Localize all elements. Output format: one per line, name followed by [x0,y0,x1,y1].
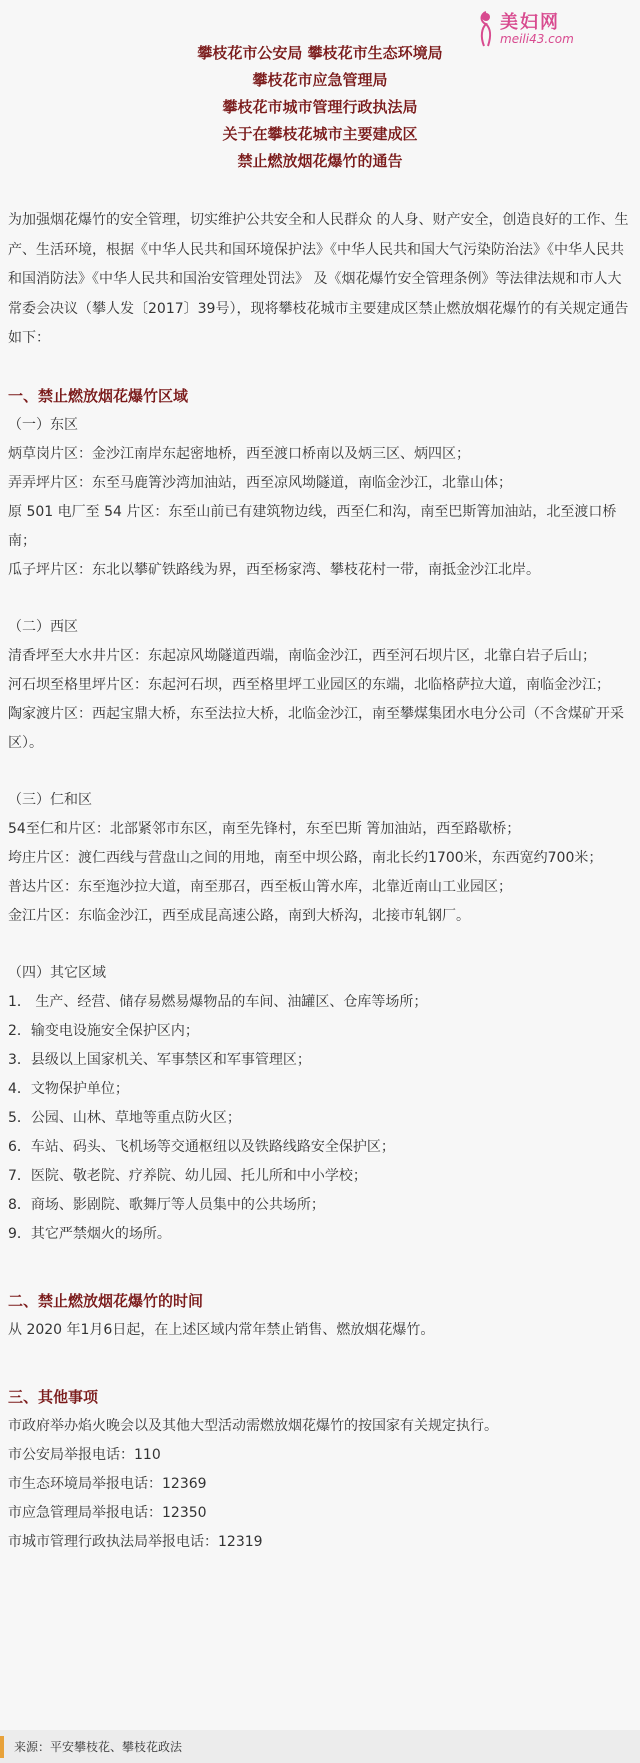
list-item: 1． 生产、经营、储存易燃易爆物品的车间、油罐区、仓库等场所； [8,993,428,1010]
list-item: 金江片区：东临金沙江，西至成昆高速公路，南到大桥沟，北接市轧钢厂。 [8,907,470,924]
list-item: 垮庄片区：渡仁西线与营盘山之间的用地，南至中坝公路，南北长约1700米，东西宽约700米； [8,849,603,866]
title-line: 攀枝花市公安局 攀枝花市生态环境局 [197,44,443,62]
subsection-label: （二）西区 [8,618,78,635]
list-item: 炳草岗片区：金沙江南岸东起密地桥，西至渡口桥南以及炳三区、炳四区； [8,445,470,462]
list-item: 清香坪至大水井片区：东起凉风坳隧道西端，南临金沙江，西至河石坝片区，北靠白岩子后山； [8,647,596,664]
logo-url: meili43.com [500,32,574,46]
paragraph: 市政府举办焰火晚会以及其他大型活动需燃放烟花爆竹的按国家有关规定执行。 [8,1417,498,1434]
hotline: 市生态环境局举报电话：12369 [8,1475,207,1492]
list-item: 3．县级以上国家机关、军事禁区和军事管理区； [8,1051,311,1068]
section-heading: 三、其他事项 [8,1387,99,1406]
hotline: 市公安局举报电话：110 [8,1446,161,1463]
paragraph: 从 2020 年1月6日起，在上述区域内常年禁止销售、燃放烟花爆竹。 [8,1321,435,1338]
list-item: 弄弄坪片区：东至马鹿箐沙湾加油站，西至凉风坳隧道，南临金沙江，北靠山体； [8,474,512,491]
hotline: 市城市管理行政执法局举报电话：12319 [8,1533,263,1550]
source-accent [0,1736,4,1758]
list-item: 2．输变电设施安全保护区内； [8,1022,199,1039]
title-line: 禁止燃放烟花爆竹的通告 [237,152,403,170]
intro-paragraph: 为加强烟花爆竹的安全管理，切实维护公共安全和人民群众 的人身、财产安全，创造良好的工作、生产、生活环境，根据《中华人民共和国环境保护法》《中华人民共和国大气污染防治法》《中华人民共和国消防法》《中华人民共和国治安管理处罚法》 及《烟花爆竹安全管理条例》等法律法规和市人大常委会决议（攀人发〔2017〕39号），现将攀枝花城市主要建成区禁止燃放烟花爆竹的有关规定通告如下： [8,212,629,346]
list-item: 原 501 电厂至 54 片区：东至山前已有建筑物边线，西至仁和沟，南至巴斯箐加油站，北至渡口桥南； [8,503,617,549]
subsection-label: （三）仁和区 [8,791,92,808]
list-item: 瓜子坪片区：东北以攀矿铁路线为界，西至杨家湾、攀枝花村一带，南抵金沙江北岸。 [8,561,540,578]
list-item: 陶家渡片区：西起宝鼎大桥，东至法拉大桥，北临金沙江，南至攀煤集团水电分公司（不含煤矿开采区）。 [8,705,624,751]
logo-name: 美妇网 [500,12,560,33]
list-item: 普达片区：东至迤沙拉大道，南至那召，西至板山箐水库，北靠近南山工业园区； [8,878,512,895]
article-body [8,206,630,1557]
hotline: 市应急管理局举报电话：12350 [8,1504,207,1521]
list-item: 54至仁和片区：北部紧邻市东区，南至先锋村，东至巴斯 箐加油站，西至路歇桥； [8,820,521,837]
list-item: 7．医院、敬老院、疗养院、幼儿园、托儿所和中小学校； [8,1167,367,1184]
subsection-label: （四）其它区域 [8,964,106,981]
section-heading: 一、禁止燃放烟花爆竹区域 [8,386,189,405]
title-line: 攀枝花市城市管理行政执法局 [222,98,418,116]
source-bar [0,1730,640,1763]
list-item: 8．商场、影剧院、歌舞厅等人员集中的公共场所； [8,1196,325,1213]
list-item: 河石坝至格里坪片区：东起河石坝，西至格里坪工业园区的东端，北临格萨拉大道，南临金沙江； [8,676,610,693]
source-text: 来源：平安攀枝花、攀枝花政法 [14,1740,183,1754]
subsection-label: （一）东区 [8,416,78,433]
list-item: 9．其它严禁烟火的场所。 [8,1225,171,1242]
list-item: 4．文物保护单位； [8,1080,129,1097]
notice-title [0,40,640,175]
list-item: 6．车站、码头、飞机场等交通枢纽以及铁路线路安全保护区； [8,1138,395,1155]
section-heading: 二、禁止燃放烟花爆竹的时间 [8,1291,204,1310]
list-item: 5．公园、山林、草地等重点防火区； [8,1109,241,1126]
title-line: 攀枝花市应急管理局 [252,71,388,89]
title-line: 关于在攀枝花城市主要建成区 [222,125,418,143]
